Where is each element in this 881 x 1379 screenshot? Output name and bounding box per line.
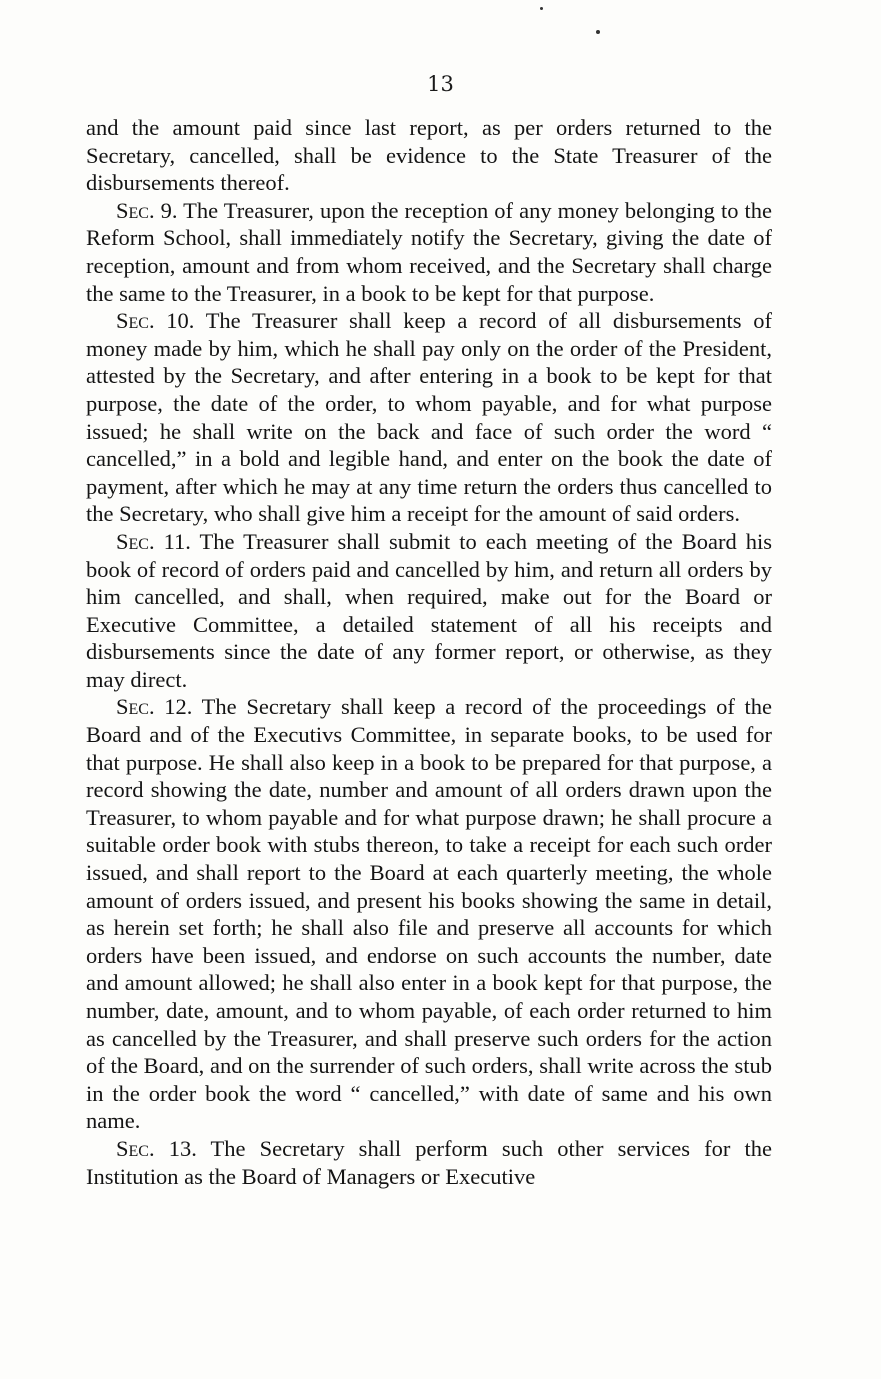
section-label: Sec. 12. [116,694,193,720]
body-text [86,114,772,1190]
paragraph-text: The Treasurer shall submit to each meeting of the Board his book of record of orders paid and cancelled by him, and return all orders by him cancelled, and shall, when required, make out for the Board or Executive Committee, a detailed statement of all his receipts and disbursements since the date of any former report, or otherwise, as they may direct. [86,528,773,692]
paragraph-section-10 [86,307,772,528]
paragraph-section-12 [86,693,772,1135]
paragraph-continuation [86,114,772,197]
paragraph-text: The Secretary shall keep a record of the proceedings of the Board and of the Executivs Committee, in separate books, to be used for that purpose. He shall also keep in a book to be prepared for that purpose, a record showing the date, number and amount of all orders drawn upon the Treasurer, to whom payable and for what purpose drawn; he shall procure a suitable order book with stubs thereon, to take a receipt for each such order issued, and shall report to the Board at each quarterly meeting, the whole amount of orders issued, and present his books showing the same in detail, as herein set forth; he shall also file and preserve all accounts for which orders have been issued, and endorse on such accounts the number, date and amount allowed; he shall also enter in a book kept for that purpose, the number, date, amount, and to whom payable, of each order returned to him as cancelled by the Treasurer, and shall preserve such orders for the action of the Board, and on the surrender of such orders, shall write across the stub in the order book the word “ cancelled,” with date of same and his own name. [86,694,772,1134]
ink-speck [596,30,600,34]
section-label: Sec. 9. [116,197,178,223]
paragraph-text: The Treasurer shall keep a record of all disbursements of money made by him, which he shall pay only on the order of the President, attested by the Secretary, and after entering in a book to be kept for that purpose, the date of the order, to whom payable, and for what purpose issued; he shall write on the back and face of such order the word “ cancelled,” in a bold and legible hand, and enter on the book the date of payment, after which he may at any time return the orders thus cancelled to the Secretary, who shall give him a receipt for the amount of said orders. [86,308,772,527]
section-label: Sec. 10. [116,308,195,334]
paragraph-text: The Secretary shall perform such other services for the Institution as the Board of Managers or Executive [86,1135,772,1189]
section-label: Sec. 11. [116,528,191,554]
paragraph-section-11 [86,528,772,694]
paragraph-section-9 [86,197,772,307]
paragraph-text: and the amount paid since last report, as per orders returned to the Secretary, cancelled, shall be evidence to the State Treasurer of the disbursements thereof. [86,115,772,196]
page-number: 13 [427,72,454,96]
paragraph-text: The Treasurer, upon the reception of any money belonging to the Reform School, shall immediately notify the Secretary, giving the date of reception, amount and from whom received, and the Secretary shall charge the same to the Treasurer, in a book to be kept for that purpose. [86,197,772,306]
paragraph-section-13 [86,1135,772,1190]
section-label: Sec. 13. [116,1135,197,1161]
ink-speck [540,7,543,10]
